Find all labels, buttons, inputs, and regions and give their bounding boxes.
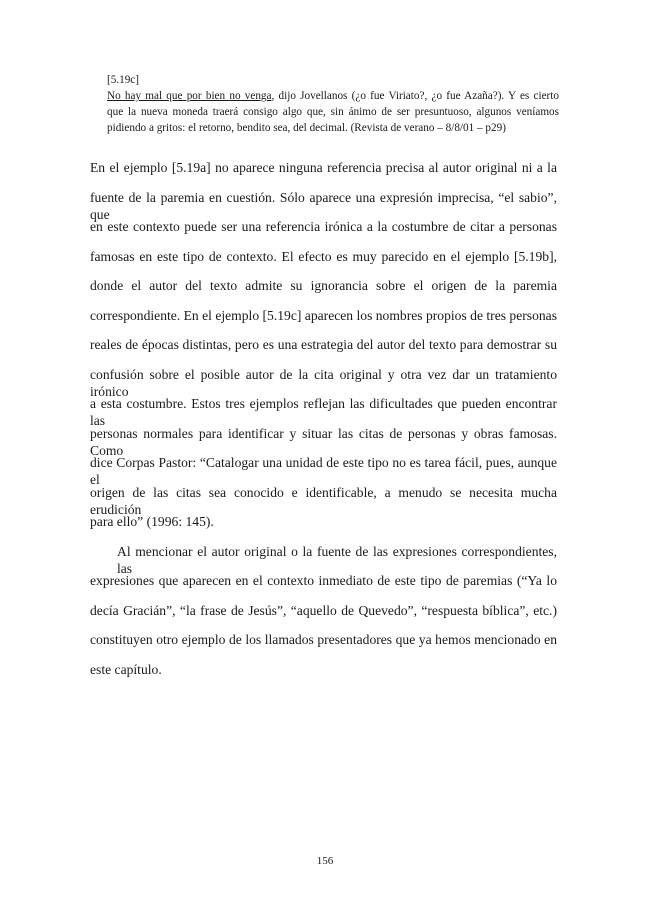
paragraph-line: famosas en este tipo de contexto. El efecto es muy parecido en el ejemplo [5.19b], <box>90 248 557 264</box>
quote-line-3: pidiendo a gritos: el retorno, bendito sea, del decimal. (Revista de verano – 8/8/01 – p29) <box>107 122 506 134</box>
quote-proverb: No hay mal que por bien no venga <box>107 90 272 102</box>
paragraph-line: En el ejemplo [5.19a] no aparece ninguna referencia precisa al autor original ni a la <box>90 160 557 175</box>
paragraph-line: fuente de la paremia en cuestión. Sólo aparece una expresión imprecisa, “el sabio”, que <box>90 189 557 222</box>
paragraph-line: confusión sobre el posible autor de la cita original y otra vez dar un tratamiento irónico <box>90 366 557 399</box>
paragraph-line: correspondiente. En el ejemplo [5.19c] aparecen los nombres propios de tres personas <box>90 307 557 323</box>
quote-line-2: que la nueva moneda traerá consigo algo que, sin ánimo de ser presuntuoso, algunos veníamos <box>107 106 559 118</box>
paragraph-line: para ello” (1996: 145). <box>90 514 214 529</box>
paragraph-1 <box>90 159 557 543</box>
paragraph-line: decía Gracián”, “la frase de Jesús”, “aquello de Quevedo”, “respuesta bíblica”, etc.) <box>90 602 557 618</box>
quote-line-1-rest: , dijo Jovellanos (¿o fue Viriato?, ¿o fue Azaña?). Y es cierto <box>271 90 559 102</box>
paragraph-line: reales de épocas distintas, pero es una estrategia del autor del texto para demostrar su <box>90 337 557 352</box>
paragraph-line: origen de las citas sea conocido e identificable, a menudo se necesita mucha erudición <box>90 484 557 517</box>
paragraph-2 <box>90 543 557 691</box>
paragraph-line: dice Corpas Pastor: “Catalogar una unidad de este tipo no es tarea fácil, pues, aunque el <box>90 455 557 487</box>
quote-reference: [5.19c] <box>107 74 139 86</box>
body-text <box>90 159 557 690</box>
paragraph-line: a esta costumbre. Estos tres ejemplos reflejan las dificultades que pueden encontrar las <box>90 396 557 428</box>
paragraph-line: donde el autor del texto admite su ignorancia sobre el origen de la paremia <box>90 278 557 293</box>
paragraph-line: constituyen otro ejemplo de los llamados presentadores que ya hemos mencionado en <box>90 632 557 647</box>
paragraph-line: este capítulo. <box>90 661 162 677</box>
paragraph-line: personas normales para identificar y situar las citas de personas y obras famosas. Como <box>90 425 557 458</box>
paragraph-line: Al mencionar el autor original o la fuente de las expresiones correspondientes, las <box>117 543 557 576</box>
quote-line-1 <box>107 88 559 104</box>
paragraph-line: expresiones que aparecen en el contexto inmediato de este tipo de paremias (“Ya lo <box>90 573 557 588</box>
paragraph-line: en este contexto puede ser una referencia irónica a la costumbre de citar a personas <box>90 219 557 234</box>
page-number: 156 <box>316 855 334 867</box>
block-quote <box>107 72 559 136</box>
